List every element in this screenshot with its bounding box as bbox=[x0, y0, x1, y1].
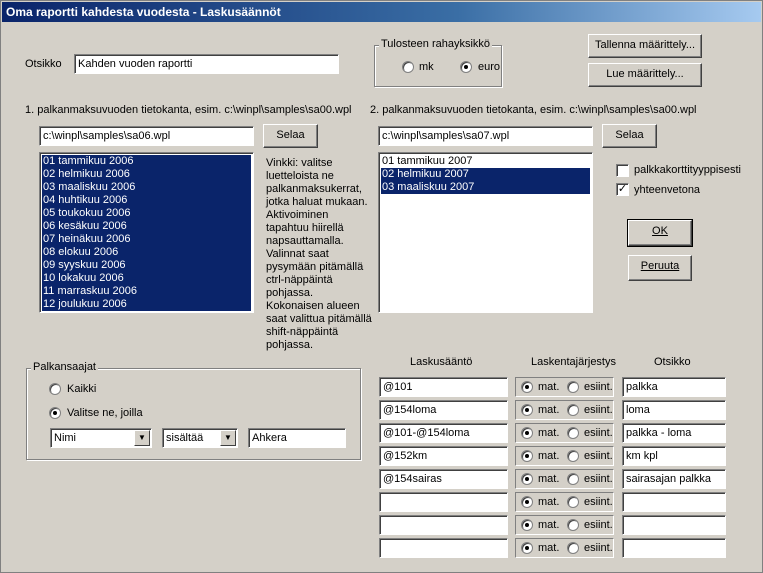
hint-line: saat valittua pitämällä bbox=[266, 313, 372, 325]
hint-line: pysymään pitämällä bbox=[266, 261, 364, 273]
ok-button[interactable] bbox=[628, 220, 692, 246]
hint-line: shift-näppäintä bbox=[266, 326, 339, 338]
order-esiint-radio[interactable] bbox=[567, 450, 579, 462]
order-esiint-label: esiint. bbox=[584, 450, 613, 462]
order-esiint-radio[interactable] bbox=[567, 427, 579, 439]
hint-line: jotka haluat mukaan. bbox=[266, 196, 368, 208]
order-mat-radio[interactable] bbox=[521, 519, 533, 531]
order-mat-label: mat. bbox=[538, 473, 560, 485]
hint-line: palkanmaksukerrat, bbox=[266, 183, 362, 195]
rule-input[interactable]: @152km bbox=[379, 446, 508, 466]
rule-title-input[interactable]: palkka - loma bbox=[622, 423, 726, 443]
db2-path-input[interactable]: c:\winpl\samples\sa07.wpl bbox=[378, 126, 593, 146]
order-esiint-radio[interactable] bbox=[567, 496, 579, 508]
list-item[interactable]: 06 kesäkuu 2006 bbox=[42, 220, 251, 233]
order-esiint-label: esiint. bbox=[584, 427, 613, 439]
list-item[interactable]: 02 helmikuu 2006 bbox=[42, 168, 251, 181]
employees-select-label: Valitse ne, joilla bbox=[67, 407, 143, 419]
order-radio-group bbox=[515, 423, 614, 443]
rule-input[interactable] bbox=[379, 538, 508, 558]
rule-input[interactable]: @154sairas bbox=[379, 469, 508, 489]
order-esiint-label: esiint. bbox=[584, 381, 613, 393]
list-item[interactable]: 02 helmikuu 2007 bbox=[381, 168, 590, 181]
list-item[interactable]: 09 syyskuu 2006 bbox=[42, 259, 251, 272]
order-column-header: Laskentajärjestys bbox=[531, 356, 616, 368]
chevron-down-icon[interactable]: ▼ bbox=[134, 430, 150, 446]
summary-checkbox[interactable]: ✓ bbox=[617, 183, 628, 195]
rule-input[interactable]: @154loma bbox=[379, 400, 508, 420]
rule-title-input[interactable]: loma bbox=[622, 400, 726, 420]
db2-browse-button[interactable]: Selaa bbox=[602, 124, 657, 148]
filter-operator-select[interactable] bbox=[162, 428, 238, 448]
hint-text bbox=[266, 157, 374, 352]
order-esiint-radio[interactable] bbox=[567, 519, 579, 531]
order-mat-radio[interactable] bbox=[521, 496, 533, 508]
order-esiint-radio[interactable] bbox=[567, 381, 579, 393]
rule-input[interactable]: @101-@154loma bbox=[379, 423, 508, 443]
rule-title-input[interactable]: km kpl bbox=[622, 446, 726, 466]
order-mat-label: mat. bbox=[538, 519, 560, 531]
by-card-type-label: palkkakorttityyppisesti bbox=[634, 164, 741, 176]
hint-line: Valinnat saat bbox=[266, 248, 329, 260]
order-esiint-label: esiint. bbox=[584, 519, 613, 531]
order-radio-group bbox=[515, 492, 614, 512]
list-item[interactable]: 12 joulukuu 2006 bbox=[42, 298, 251, 311]
rule-column-header: Laskusääntö bbox=[410, 356, 473, 368]
db2-months-list[interactable] bbox=[378, 152, 593, 313]
order-radio-group bbox=[515, 400, 614, 420]
order-radio-group bbox=[515, 515, 614, 535]
currency-euro-label: euro bbox=[478, 61, 501, 73]
rule-title-input[interactable] bbox=[622, 492, 726, 512]
summary-label: yhteenvetona bbox=[634, 184, 701, 196]
order-mat-radio[interactable] bbox=[521, 381, 533, 393]
hint-line: Vinkki: valitse bbox=[266, 157, 333, 169]
list-item[interactable]: 11 marraskuu 2006 bbox=[42, 285, 251, 298]
cancel-button[interactable] bbox=[628, 255, 692, 281]
filter-field-value: Nimi bbox=[54, 432, 76, 444]
hint-line: pohjassa. bbox=[266, 287, 314, 299]
save-definition-button[interactable]: Tallenna määrittely... bbox=[588, 34, 702, 58]
order-mat-label: mat. bbox=[538, 450, 560, 462]
rule-title-input[interactable] bbox=[622, 515, 726, 535]
hint-line: tapahtuu hiirellä bbox=[266, 222, 344, 234]
list-item[interactable]: 05 toukokuu 2006 bbox=[42, 207, 251, 220]
employees-all-label: Kaikki bbox=[67, 383, 97, 395]
hint-line: ctrl-näppäintä bbox=[266, 274, 333, 286]
order-mat-label: mat. bbox=[538, 427, 560, 439]
load-definition-button[interactable]: Lue määrittely... bbox=[588, 63, 702, 87]
filter-operator-value: sisältää bbox=[166, 432, 204, 444]
hint-line: Kokonaisen alueen bbox=[266, 300, 360, 312]
order-mat-label: mat. bbox=[538, 542, 560, 554]
report-title-input[interactable]: Kahden vuoden raportti bbox=[74, 54, 339, 74]
employees-group-title: Palkansaajat bbox=[33, 361, 96, 373]
db1-label: 1. palkanmaksuvuoden tietokanta, esim. c:\winpl\samples\sa00.wpl bbox=[25, 104, 352, 116]
chevron-down-icon[interactable]: ▼ bbox=[220, 430, 236, 446]
list-item[interactable]: 08 elokuu 2006 bbox=[42, 246, 251, 259]
currency-mk-label: mk bbox=[419, 61, 434, 73]
hint-line: Aktivoiminen bbox=[266, 209, 329, 221]
order-radio-group bbox=[515, 446, 614, 466]
db1-months-list[interactable] bbox=[39, 152, 254, 313]
rule-title-input[interactable]: palkka bbox=[622, 377, 726, 397]
order-radio-group bbox=[515, 538, 614, 558]
rule-title-input[interactable] bbox=[622, 538, 726, 558]
list-item[interactable]: 04 huhtikuu 2006 bbox=[42, 194, 251, 207]
hint-line: napsauttamalla. bbox=[266, 235, 344, 247]
order-mat-radio[interactable] bbox=[521, 450, 533, 462]
order-mat-label: mat. bbox=[538, 496, 560, 508]
hint-line: luetteloista ne bbox=[266, 170, 334, 182]
employees-select-radio[interactable] bbox=[49, 407, 61, 419]
rule-input[interactable] bbox=[379, 515, 508, 535]
title-column-header: Otsikko bbox=[654, 356, 691, 368]
hint-line: pohjassa. bbox=[266, 339, 314, 351]
currency-mk-radio[interactable] bbox=[402, 61, 414, 73]
cancel-button-label: Peruuta bbox=[640, 260, 680, 272]
order-esiint-label: esiint. bbox=[584, 496, 613, 508]
order-esiint-label: esiint. bbox=[584, 542, 613, 554]
order-radio-group bbox=[515, 377, 614, 397]
currency-group-title: Tulosteen rahayksikkö bbox=[381, 38, 491, 50]
order-esiint-radio[interactable] bbox=[567, 473, 579, 485]
order-mat-radio[interactable] bbox=[521, 427, 533, 439]
order-esiint-label: esiint. bbox=[584, 473, 613, 485]
db1-browse-button[interactable]: Selaa bbox=[263, 124, 318, 148]
order-esiint-label: esiint. bbox=[584, 404, 613, 416]
db2-label: 2. palkanmaksuvuoden tietokanta, esim. c:\winpl\samples\sa00.wpl bbox=[370, 104, 697, 116]
list-item[interactable]: 03 maaliskuu 2007 bbox=[381, 181, 590, 194]
order-mat-radio[interactable] bbox=[521, 542, 533, 554]
rule-title-input[interactable]: sairasajan palkka bbox=[622, 469, 726, 489]
order-esiint-radio[interactable] bbox=[567, 404, 579, 416]
list-item[interactable]: 01 tammikuu 2007 bbox=[382, 155, 473, 167]
list-item[interactable]: 03 maaliskuu 2006 bbox=[42, 181, 251, 194]
order-radio-group bbox=[515, 469, 614, 489]
rule-input[interactable]: @101 bbox=[379, 377, 508, 397]
filter-value-input[interactable]: Ahkera bbox=[248, 428, 346, 448]
order-esiint-radio[interactable] bbox=[567, 542, 579, 554]
by-card-type-checkbox[interactable] bbox=[616, 164, 629, 177]
currency-euro-radio[interactable] bbox=[460, 61, 472, 73]
order-mat-radio[interactable] bbox=[521, 473, 533, 485]
db1-path-input[interactable]: c:\winpl\samples\sa06.wpl bbox=[39, 126, 254, 146]
window-title: Oma raportti kahdesta vuodesta - Laskusäännöt bbox=[2, 2, 761, 22]
filter-field-select[interactable] bbox=[50, 428, 152, 448]
ok-button-label: OK bbox=[652, 225, 668, 237]
list-item[interactable]: 01 tammikuu 2006 bbox=[42, 155, 251, 168]
title-label: Otsikko bbox=[25, 58, 62, 70]
list-item[interactable]: 07 heinäkuu 2006 bbox=[42, 233, 251, 246]
rule-input[interactable] bbox=[379, 492, 508, 512]
list-item[interactable]: 10 lokakuu 2006 bbox=[42, 272, 251, 285]
employees-all-radio[interactable] bbox=[49, 383, 61, 395]
order-mat-radio[interactable] bbox=[521, 404, 533, 416]
order-mat-label: mat. bbox=[538, 404, 560, 416]
order-mat-label: mat. bbox=[538, 381, 560, 393]
